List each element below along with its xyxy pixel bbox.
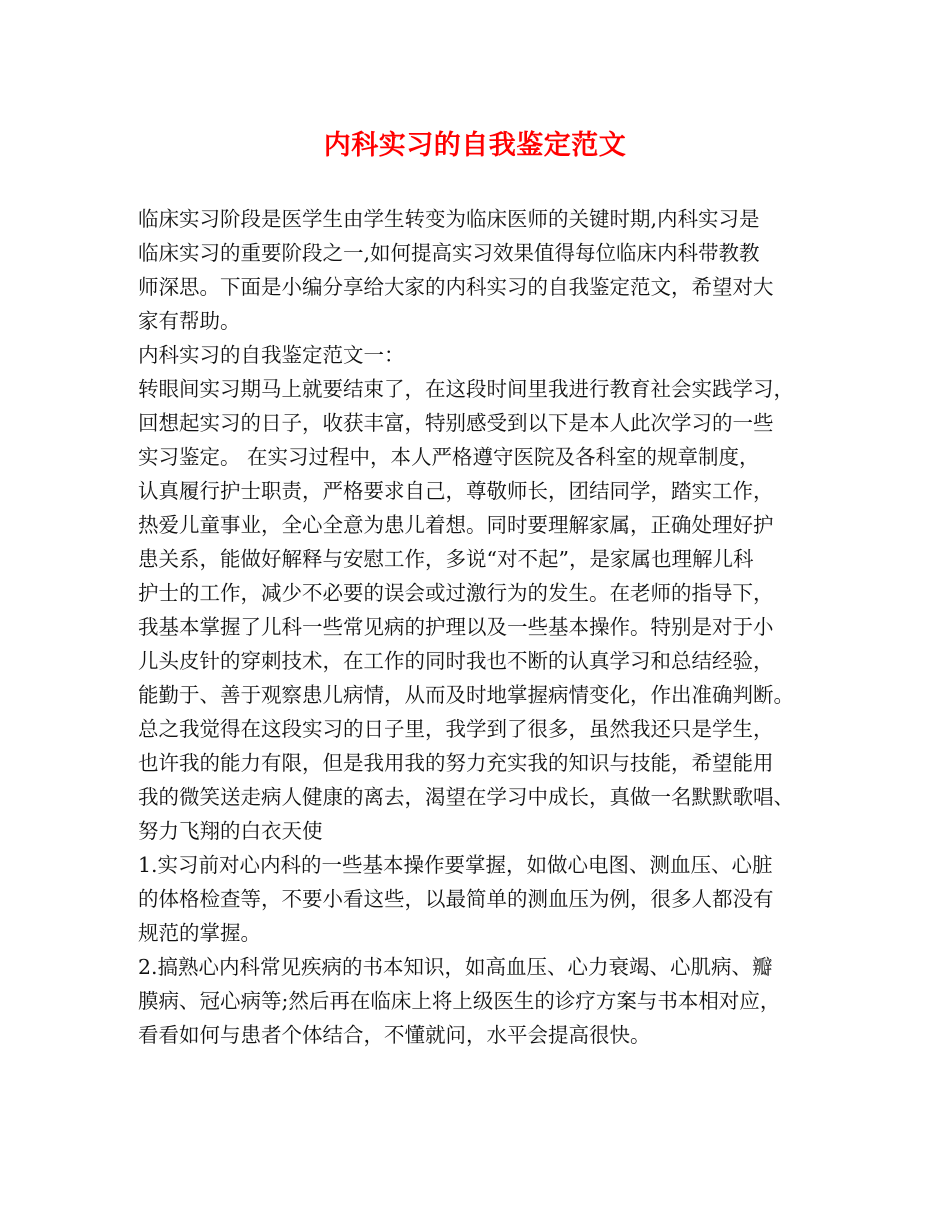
- text-line: 护士的工作，减少不必要的误会或过激行为的发生。在老师的指导下，: [138, 581, 774, 605]
- text-line: 看看如何与患者个体结合，不懂就问，水平会提高很快。: [138, 1023, 651, 1047]
- text-line: 临床实习的重要阶段之一,如何提高实习效果值得每位临床内科带教教: [138, 241, 760, 265]
- text-line: 家有帮助。: [138, 309, 241, 333]
- text-line: 师深思。下面是小编分享给大家的内科实习的自我鉴定范文，希望对大: [138, 275, 774, 299]
- text-line: 热爱儿童事业，全心全意为患儿着想。同时要理解家属，正确处理好护: [138, 513, 774, 537]
- text-line: 规范的掌握。: [138, 921, 261, 945]
- document-title: 内科实习的自我鉴定范文: [323, 130, 627, 161]
- text-line: 的体格检查等，不要小看这些，以最简单的测血压为例，很多人都没有: [138, 887, 774, 911]
- text-line: 儿头皮针的穿刺技术，在工作的同时我也不断的认真学习和总结经验，: [138, 649, 774, 673]
- text-line: 也许我的能力有限，但是我用我的努力充实我的知识与技能，希望能用: [138, 751, 774, 775]
- text-line: 转眼间实习期马上就要结束了，在这段时间里我进行教育社会实践学习，: [138, 377, 794, 401]
- section-heading: 内科实习的自我鉴定范文一：: [138, 343, 405, 367]
- text-line: 我基本掌握了儿科一些常见病的护理以及一些基本操作。特别是对于小: [138, 615, 774, 639]
- text-line: 认真履行护士职责，严格要求自己，尊敬师长，团结同学，踏实工作，: [138, 479, 774, 503]
- text-line: 能勤于、善于观察患儿病情，从而及时地掌握病情变化，作出准确判断。: [138, 683, 794, 707]
- text-line: 总之我觉得在这段实习的日子里，我学到了很多，虽然我还只是学生，: [138, 717, 774, 741]
- list-item-1: 1.实习前对心内科的一些基本操作要掌握，如做心电图、测血压、心脏: [138, 853, 773, 877]
- text-line: 临床实习阶段是医学生由学生转变为临床医师的关键时期,内科实习是: [138, 207, 760, 231]
- text-line: 实习鉴定。 在实习过程中，本人严格遵守医院及各科室的规章制度，: [138, 445, 760, 469]
- document-body: [138, 202, 828, 1052]
- text-line: 膜病、冠心病等;然后再在临床上将上级医生的诊疗方案与书本相对应，: [138, 989, 781, 1013]
- text-line: 我的微笑送走病人健康的离去，渴望在学习中成长，真做一名默默歌唱、: [138, 785, 794, 809]
- list-item-2: 2.搞熟心内科常见疾病的书本知识，如高血压、心力衰竭、心肌病、瓣: [138, 955, 773, 979]
- text-line: 努力飞翔的白衣天使: [138, 819, 323, 843]
- text-line: 回想起实习的日子，收获丰富，特别感受到以下是本人此次学习的一些: [138, 411, 774, 435]
- text-line: 患关系，能做好解释与安慰工作，多说“对不起”，是家属也理解儿科: [138, 547, 754, 571]
